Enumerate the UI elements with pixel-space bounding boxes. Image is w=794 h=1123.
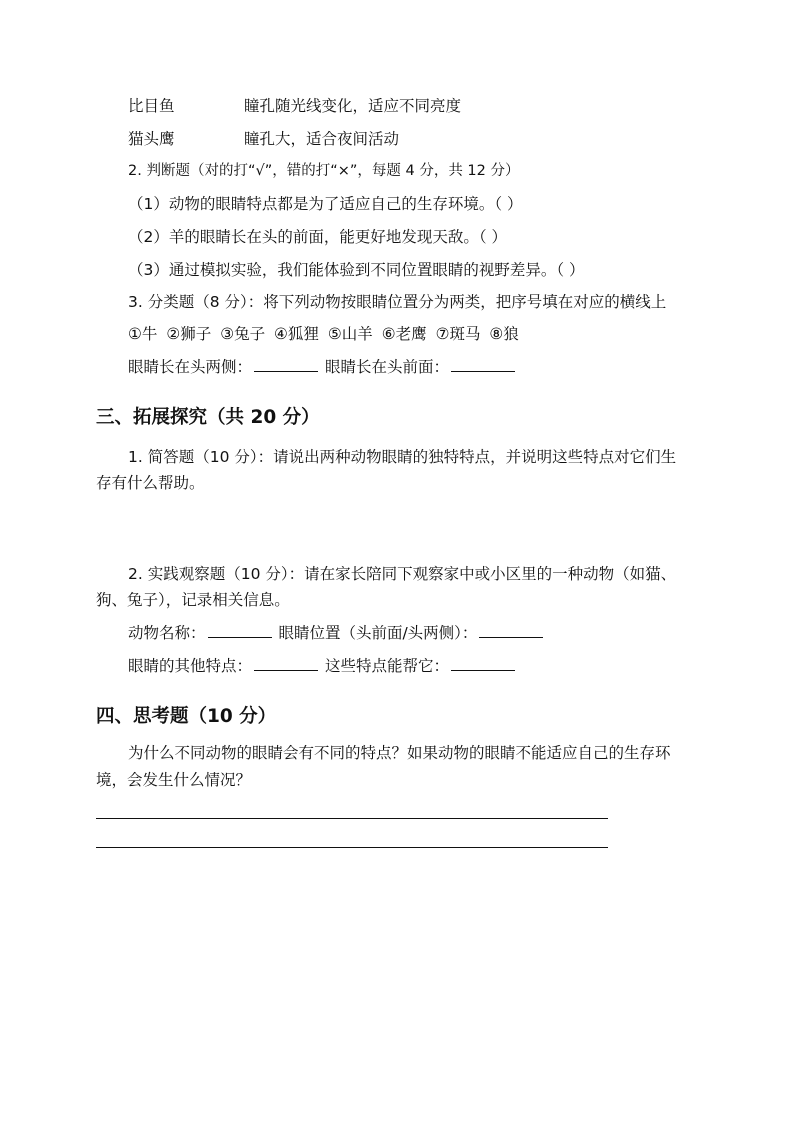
thinking-question-line-1: 为什么不同动物的眼睛会有不同的特点？如果动物的眼睛不能适应自己的生存环 bbox=[128, 744, 671, 762]
feature-help-label: 这些特点能帮它： bbox=[324, 657, 449, 675]
eye-position-blank[interactable] bbox=[479, 622, 543, 638]
animal-name-blank[interactable] bbox=[208, 622, 272, 638]
classify-animal-list bbox=[128, 323, 523, 345]
animal-name-label: 动物名称： bbox=[128, 624, 206, 642]
answer-line-1[interactable] bbox=[96, 818, 608, 819]
judge-item-2: （2）羊的眼睛长在头的前面，能更好地发现天敌。（ ） bbox=[128, 228, 508, 246]
observation-question-line-1: 2. 实践观察题（10 分）：请在家长陪同下观察家中或小区里的一种动物（如猫、 bbox=[128, 565, 677, 583]
front-eyes-blank[interactable] bbox=[451, 356, 515, 372]
other-features-label: 眼睛的其他特点： bbox=[128, 657, 253, 675]
section-3-heading: 三、拓展探究（共 20 分） bbox=[96, 407, 320, 428]
feature-help-blank[interactable] bbox=[451, 655, 515, 671]
other-features-blank[interactable] bbox=[254, 655, 318, 671]
judge-item-1: （1）动物的眼睛特点都是为了适应自己的生存环境。（ ） bbox=[128, 195, 523, 213]
observation-row-1 bbox=[128, 622, 545, 644]
animal-option: ⑧狼 bbox=[489, 325, 519, 343]
classify-title: 3. 分类题（8 分）：将下列动物按眼睛位置分为两类，把序号填在对应的横线上 bbox=[128, 293, 667, 311]
observation-question-line-2: 狗、兔子），记录相关信息。 bbox=[96, 591, 290, 609]
match-animal-1: 比目鱼 bbox=[128, 97, 175, 115]
animal-option: ③兔子 bbox=[220, 325, 266, 343]
answer-line-2[interactable] bbox=[96, 847, 608, 848]
match-animal-2: 猫头鹰 bbox=[128, 130, 175, 148]
short-answer-question-line-1: 1. 简答题（10 分）：请说出两种动物眼睛的独特特点，并说明这些特点对它们生 bbox=[128, 448, 677, 466]
animal-option: ⑤山羊 bbox=[327, 325, 373, 343]
observation-row-2 bbox=[128, 655, 517, 677]
match-feature-1: 瞳孔随光线变化，适应不同亮度 bbox=[244, 97, 462, 115]
side-eyes-label: 眼睛长在头两侧： bbox=[128, 358, 253, 376]
classify-answer-row bbox=[128, 356, 517, 378]
animal-option: ②狮子 bbox=[166, 325, 212, 343]
judge-title: 2. 判断题（对的打“√”，错的打“×”，每题 4 分，共 12 分） bbox=[128, 163, 520, 179]
short-answer-question-line-2: 存有什么帮助。 bbox=[96, 474, 205, 492]
animal-option: ⑥老鹰 bbox=[381, 325, 427, 343]
eye-position-label: 眼睛位置（头前面/头两侧）： bbox=[278, 624, 478, 642]
match-feature-2: 瞳孔大，适合夜间活动 bbox=[244, 130, 400, 148]
front-eyes-label: 眼睛长在头前面： bbox=[324, 358, 449, 376]
judge-item-3: （3）通过模拟实验，我们能体验到不同位置眼睛的视野差异。（ ） bbox=[128, 261, 585, 279]
animal-option: ①牛 bbox=[128, 325, 158, 343]
thinking-question-line-2: 境，会发生什么情况？ bbox=[96, 771, 252, 789]
animal-option: ④狐狸 bbox=[274, 325, 319, 343]
animal-option: ⑦斑马 bbox=[435, 325, 481, 343]
side-eyes-blank[interactable] bbox=[254, 356, 318, 372]
section-4-heading: 四、思考题（10 分） bbox=[96, 706, 277, 727]
